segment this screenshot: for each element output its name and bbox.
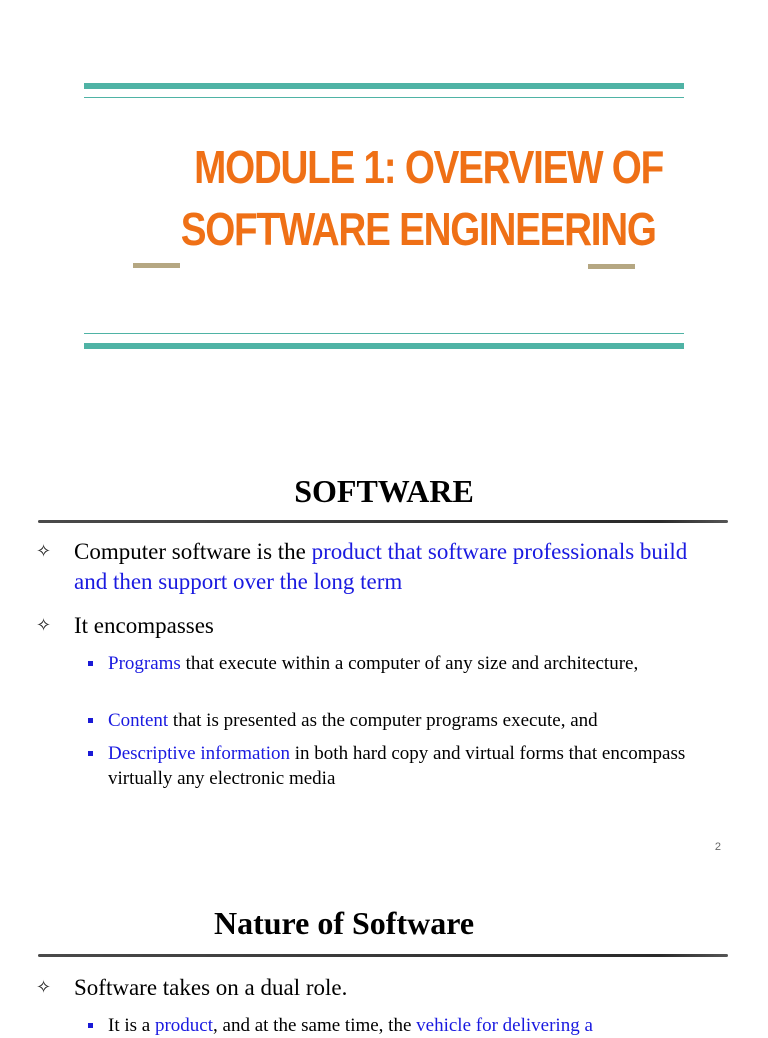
square-bullet-icon bbox=[88, 1023, 93, 1028]
sub-bullet-highlight: Descriptive information bbox=[108, 743, 291, 764]
diamond-star-icon: ✧ bbox=[36, 541, 52, 562]
module-title-line2: SOFTWARE ENGINEERING bbox=[180, 203, 656, 255]
bullet-text: Computer software is the bbox=[74, 539, 312, 564]
bullet-item bbox=[36, 973, 726, 1003]
sub-bullet-text: that execute within a computer of any size and architecture, bbox=[180, 653, 639, 674]
sub-bullet-item bbox=[88, 1013, 728, 1038]
slide-title: Nature of Software bbox=[213, 905, 475, 941]
bullet-item bbox=[36, 537, 726, 597]
bullet-text: It encompasses bbox=[74, 613, 214, 638]
right-tan-accent bbox=[588, 264, 635, 269]
nature-of-software-slide bbox=[0, 855, 768, 1036]
page-number: 2 bbox=[714, 841, 721, 853]
square-bullet-icon bbox=[88, 661, 93, 666]
sub-bullet-highlight: Content bbox=[108, 710, 169, 731]
bottom-teal-bar-thin bbox=[84, 333, 684, 334]
bullet-item bbox=[36, 611, 726, 641]
sub-bullet-text: in both hard copy and virtual forms that encompass virtually any electronic media bbox=[108, 743, 686, 789]
square-bullet-icon bbox=[88, 751, 93, 756]
sub-bullet-text: that is presented as the computer programs execute, and bbox=[168, 710, 598, 731]
sub-bullet-text: , and at the same time, the bbox=[213, 1015, 417, 1036]
module-title-line1: MODULE 1: OVERVIEW OF bbox=[194, 141, 663, 193]
bullet-text: Software takes on a dual role. bbox=[74, 975, 348, 1000]
slide-title: SOFTWARE bbox=[294, 473, 474, 509]
diamond-star-icon: ✧ bbox=[36, 977, 52, 998]
square-bullet-icon bbox=[88, 718, 93, 723]
sub-bullet-text: It is a bbox=[108, 1015, 155, 1036]
top-teal-bar-thick bbox=[84, 83, 684, 89]
sub-bullet-item bbox=[88, 651, 728, 676]
title-slide bbox=[0, 0, 768, 415]
sub-bullet-item bbox=[88, 741, 728, 791]
left-tan-accent bbox=[133, 263, 180, 268]
sub-bullet-highlight: product bbox=[154, 1015, 214, 1036]
sub-bullet-highlight: vehicle for delivering a bbox=[416, 1015, 593, 1036]
module-title bbox=[145, 136, 663, 260]
title-rule bbox=[38, 520, 728, 523]
bullet-highlight: product that software professionals build and then support over the long term bbox=[74, 539, 688, 594]
bottom-teal-bar-thick bbox=[84, 343, 684, 349]
sub-bullet-item bbox=[88, 708, 728, 733]
diamond-star-icon: ✧ bbox=[36, 615, 52, 636]
sub-bullet-highlight: Programs bbox=[108, 653, 181, 674]
title-rule bbox=[38, 954, 728, 957]
software-slide bbox=[0, 415, 768, 855]
top-teal-bar-thin bbox=[84, 97, 684, 98]
